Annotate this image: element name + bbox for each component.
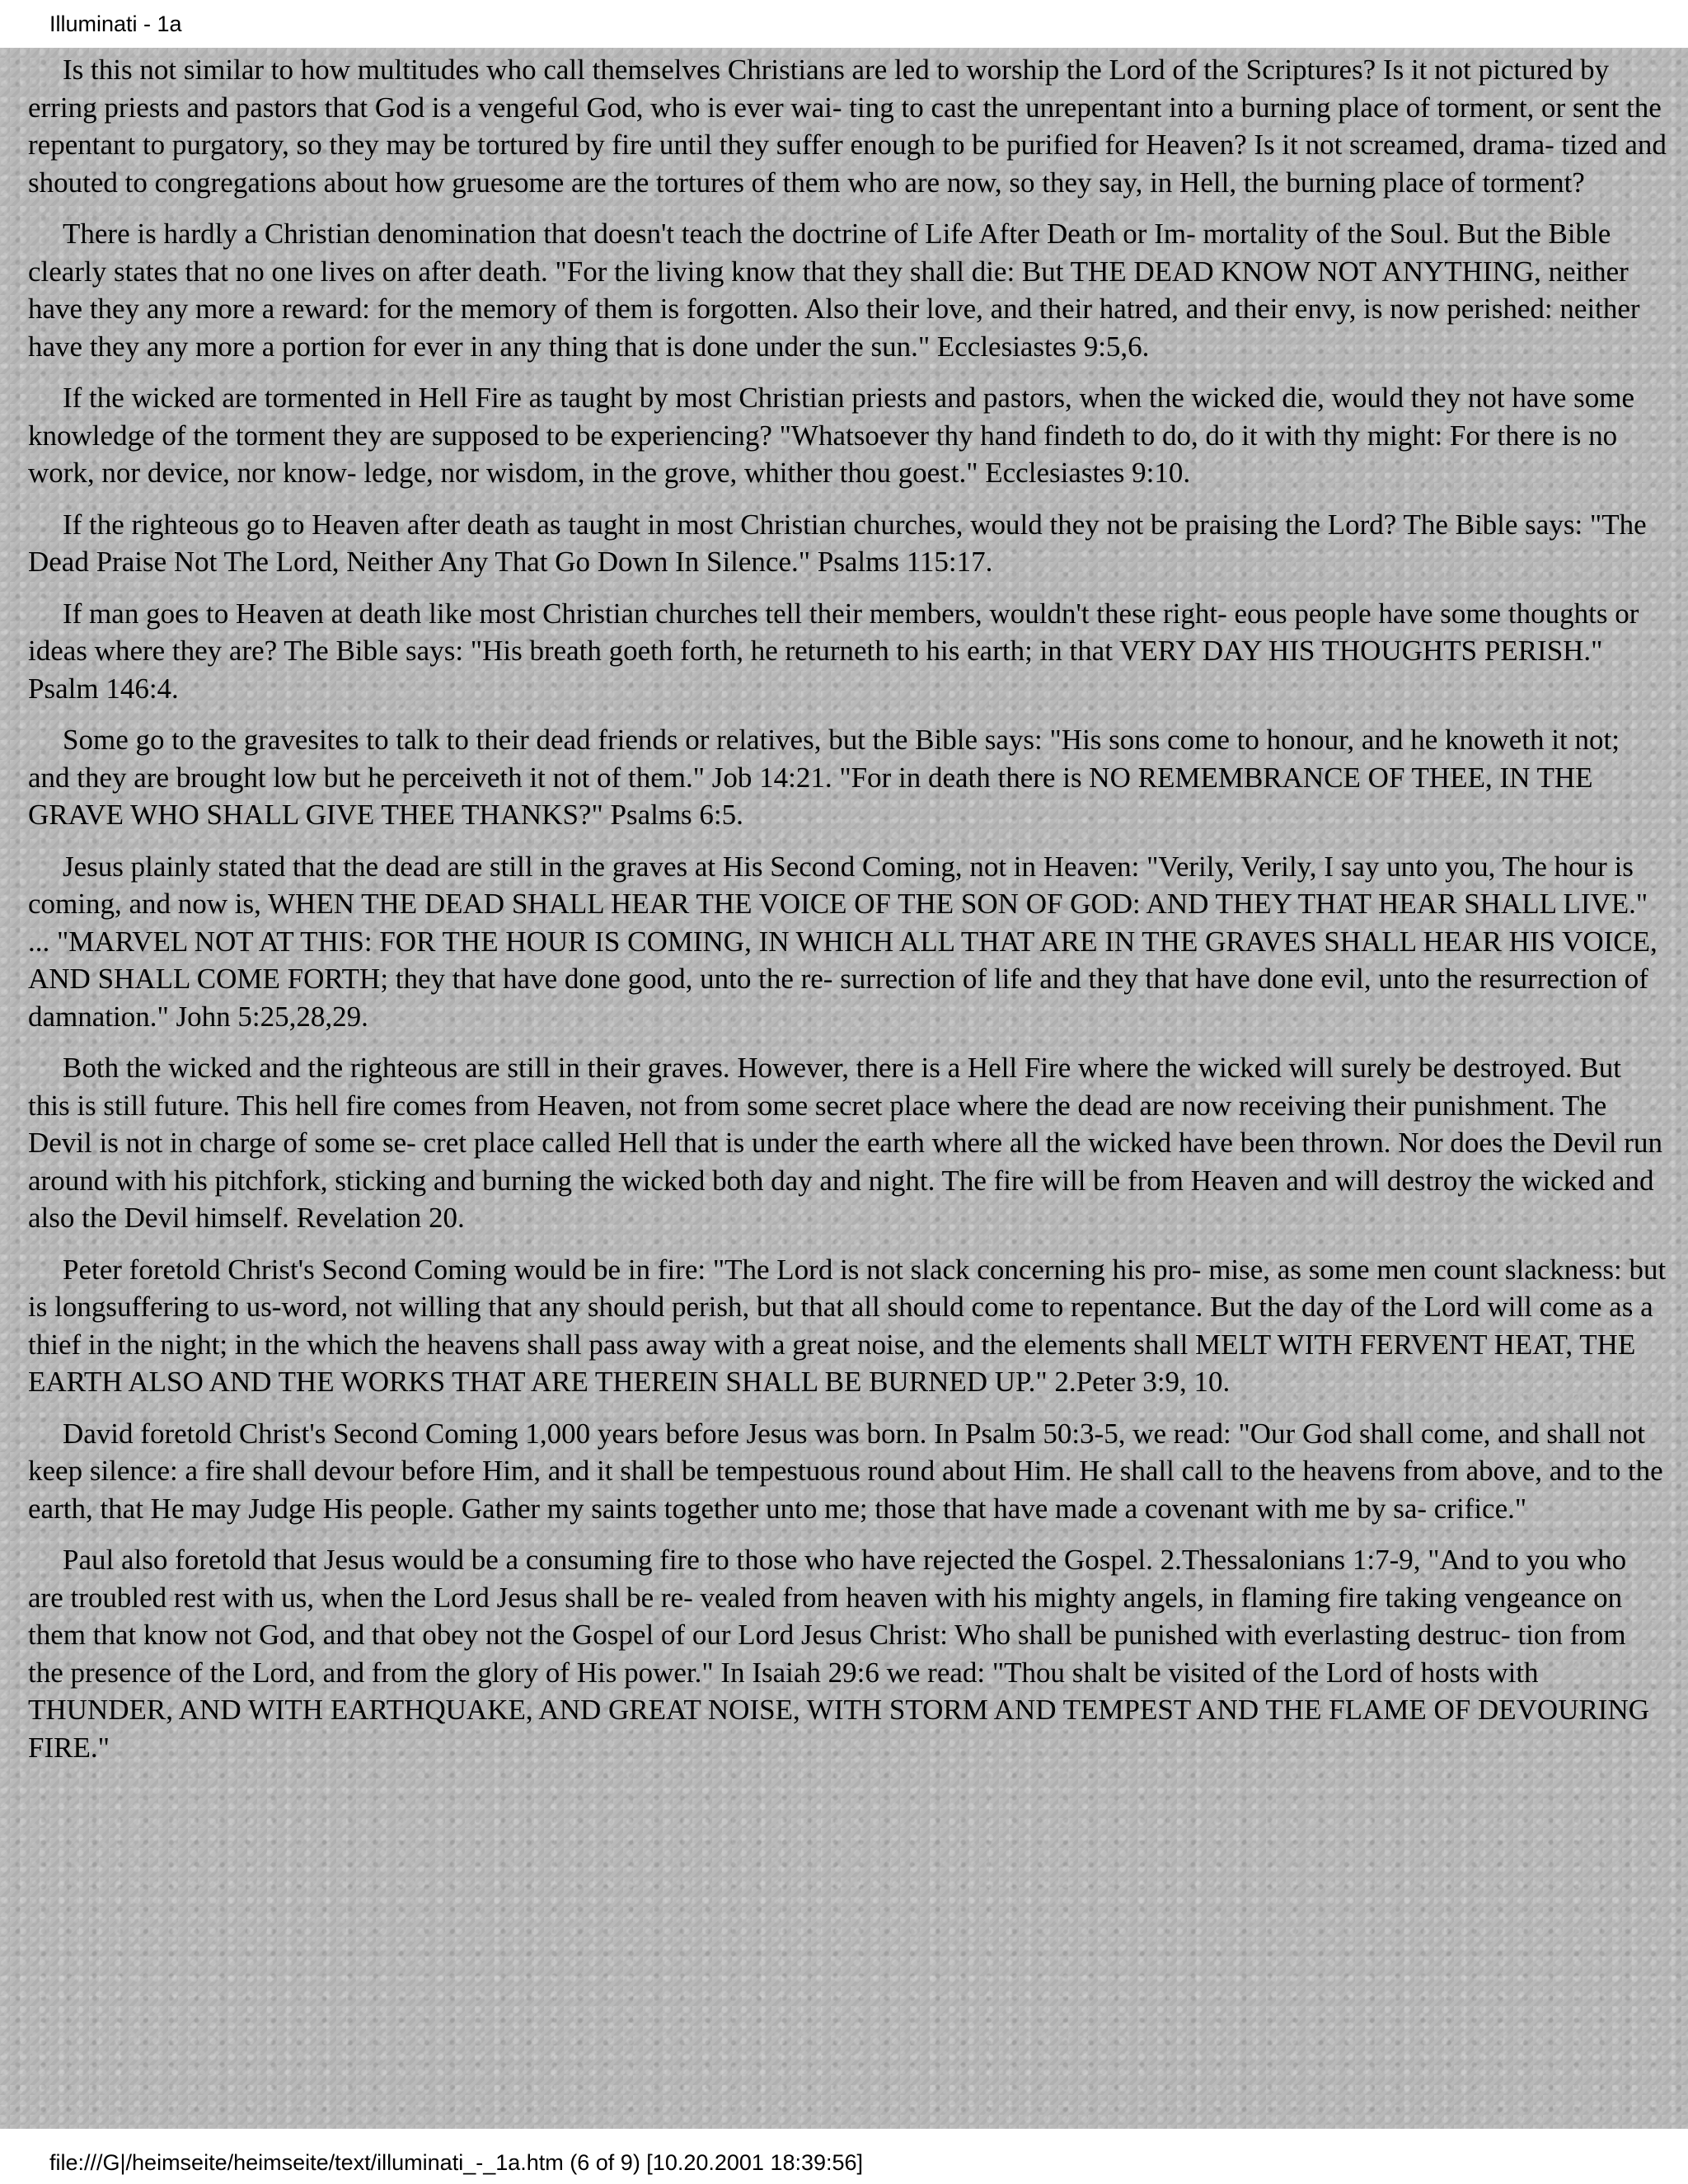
content-area <box>0 48 1688 2129</box>
paragraph-5: If man goes to Heaven at death like most Christian churches tell their members, wouldn't these right- eous people have some thoughts or ideas where they are? The Bible says: "His breath goeth forth, he returneth to his earth; in that VERY DAY HIS THOUGHTS PERISH." Psalm 146:4. <box>28 597 1639 705</box>
paragraph-7: Jesus plainly stated that the dead are still in the graves at His Second Coming, not in Heaven: "Verily, Verily, I say unto you, The hour is coming, and now is, WHEN THE DEAD SHALL HEAR THE VOICE OF THE SON OF GOD: AND THEY THAT HEAR SHALL LIVE." ... "MARVEL NOT AT THIS: FOR THE HOUR IS COMING, IN WHICH ALL THAT ARE IN THE GRAVES SHALL HEAR HIS VOICE, AND SHALL COME FORTH; they that have done good, unto the re- surrection of life and they that have done evil, unto the resurrection of damnation." John 5:25,28,29. <box>28 850 1658 1033</box>
page-footer <box>0 2129 1688 2184</box>
page-header <box>0 0 1688 48</box>
paragraph-2: There is hardly a Christian denomination that doesn't teach the doctrine of Life After Death or Im- mortality of the Soul. But the Bible clearly states that no one lives on after death. "For the living know that they shall die: But THE DEAD KNOW NOT ANYTHING, neither have they any more a reward: for the memory of them is forgotten. Also their love, and their hatred, and their envy, is now perished: neither have they any more a portion for ever in any thing that is done under the sun." Ecclesiastes 9:5,6. <box>28 218 1640 363</box>
paragraph-11: Paul also foretold that Jesus would be a consuming fire to those who have rejected the Gospel. 2.Thessalonians 1:7-9, "And to you who are troubled rest with us, when the Lord Jesus shall be re- vealed from heaven with his mighty angels, in flaming fire taking vengeance on them that know not God, and that obey not the Gospel of our Lord Jesus Christ: Who shall be punished with everlasting destruc- tion from the presence of the Lord, and from the glory of His power." In Isaiah 29:6 we read: "Thou shalt be visited of the Lord of hosts with THUNDER, AND WITH EARTHQUAKE, AND GREAT NOISE, WITH STORM AND TEMPEST AND THE FLAME OF DEVOURING FIRE." <box>28 1544 1650 1764</box>
file-path: file:///G|/heimseite/heimseite/text/illuminati_-_1a.htm (6 of 9) [10.20.2001 18:39:56] <box>49 2150 864 2175</box>
paragraph-1: Is this not similar to how multitudes who call themselves Christians are led to worship the Lord of the Scriptures? Is it not pictured by erring priests and pastors that God is a vengeful God, who is ever wai- ting to cast the unrepentant into a burning place of torment, or sent the repentant to purgatory, so they may be tortured by fire until they suffer enough to be purified for Heaven? Is it not screamed, drama- tized and shouted to congregations about how gruesome are the tortures of them who are now, so they say, in Hell, the burning place of torment? <box>28 54 1667 199</box>
paragraph-9: Peter foretold Christ's Second Coming would be in fire: "The Lord is not slack concerning his pro- mise, as some men count slackness: but is longsuffering to us-word, not willing that any should perish, but that all should come to repentance. But the day of the Lord will come as a thief in the night; in the which the heavens shall pass away with a great noise, and the elements shall MELT WITH FERVENT HEAT, THE EARTH ALSO AND THE WORKS THAT ARE THEREIN SHALL BE BURNED UP." 2.Peter 3:9, 10. <box>28 1253 1667 1398</box>
paragraph-10: David foretold Christ's Second Coming 1,000 years before Jesus was born. In Psalm 50:3-5, we read: "Our God shall come, and shall not keep silence: a fire shall devour before Him, and it shall be tempestuous round about Him. He shall call to the heavens from above, and to the earth, that He may Judge His people. Gather my saints together unto me; those that have made a covenant with me by sa- crifice." <box>28 1417 1663 1525</box>
page-title: Illuminati - 1a <box>49 12 182 36</box>
paragraph-8: Both the wicked and the righteous are still in their graves. However, there is a Hell Fire where the wicked will surely be destroyed. But this is still future. This hell fire comes from Heaven, not from some secret place where the dead are now receiving their punishment. The Devil is not in charge of some se- cret place called Hell that is under the earth where all the wicked have been thrown. Nor does the Devil run around with his pitchfork, sticking and burning the wicked both day and night. The fire will be from Heaven and will destroy the wicked and also the Devil himself. Revelation 20. <box>28 1052 1662 1234</box>
paragraph-4: If the righteous go to Heaven after death as taught in most Christian churches, would they not be praising the Lord? The Bible says: "The Dead Praise Not The Lord, Neither Any That Go Down In Silence." Psalms 115:17. <box>28 508 1647 578</box>
article-body <box>28 51 1668 1780</box>
paragraph-6: Some go to the gravesites to talk to their dead friends or relatives, but the Bible says: "His sons come to honour, and he knoweth it not; and they are brought low but he perceiveth it not of them." Job 14:21. "For in death there is NO REMEMBRANCE OF THEE, IN THE GRAVE WHO SHALL GIVE THEE THANKS?" Psalms 6:5. <box>28 724 1620 831</box>
paragraph-3: If the wicked are tormented in Hell Fire as taught by most Christian priests and pastors, when the wicked die, would they not have some knowledge of the torment they are supposed to be experiencing? "Whatsoever thy hand findeth to do, do it with thy might: For there is no work, nor device, nor know- ledge, nor wisdom, in the grove, whither thou goest." Ecclesiastes 9:10. <box>28 382 1635 489</box>
